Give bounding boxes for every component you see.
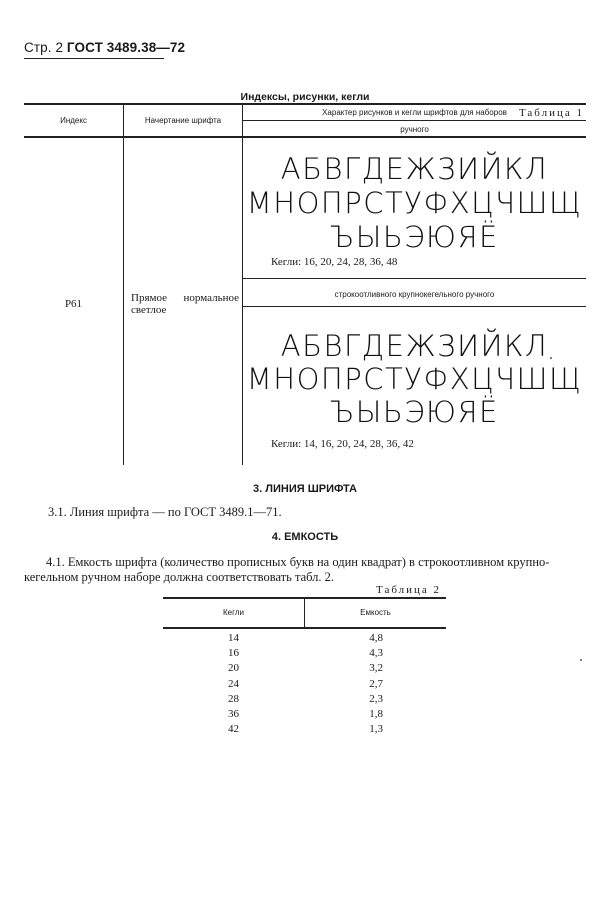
page-header	[24, 40, 185, 55]
section3-heading: 3. ЛИНИЯ ШРИФТА	[253, 483, 357, 495]
kegli-list-2: Кегли: 14, 16, 20, 24, 28, 36, 42	[271, 438, 414, 450]
table2-kegl-cell: 20	[228, 662, 239, 675]
table2-capacity-cell: 2,7	[369, 677, 383, 690]
specimen2-line3: ЪЫЬЭЮЯЁ	[330, 395, 499, 429]
table1-label: Таблица 1	[518, 107, 584, 119]
col-style-header: Начертание шрифта	[144, 116, 222, 125]
section4-text-line2: кегельном ручном наборе должна соответствовать табл. 2.	[24, 570, 335, 584]
table1-subtitle: Индексы, рисунки, кегли	[240, 91, 370, 103]
table2-capacity-cell: 3,2	[369, 662, 383, 675]
table2-kegl-cell: 42	[228, 723, 239, 736]
section3-text: 3.1. Линия шрифта — по ГОСТ 3489.1—71.	[48, 505, 282, 519]
specimen2-line1: АБВГДЕЖЗИЙКЛ	[280, 329, 549, 363]
table2-capacity-cell: 4,8	[369, 632, 383, 644]
speck-mark	[580, 659, 582, 661]
section4-heading: 4. ЕМКОСТЬ	[271, 531, 339, 543]
speck-mark	[550, 357, 552, 359]
table2-kegl-cell: 14	[228, 632, 239, 644]
table2-capacity-cell: 1,8	[369, 708, 383, 720]
specimen2-line2: МНОПРСТУФХЦЧШЩ	[246, 362, 583, 396]
table2-capacity-cell: 4,3	[369, 647, 383, 660]
specimen1-line2: МНОПРСТУФХЦЧШЩ	[246, 186, 583, 220]
table2-label: Таблица 2	[376, 584, 442, 596]
table2-col-kegli: Кегли	[223, 608, 244, 617]
header-rule	[24, 58, 164, 59]
specimen1-line3: ЪЫЬЭЮЯЁ	[330, 220, 499, 254]
section4-text-line1: 4.1. Емкость шрифта (количество прописных букв на один квадрат) в строкоотливном крупно-	[46, 555, 550, 569]
row-style: Прямое нормальное светлое	[131, 292, 239, 316]
sub-strip-header: строкоотливного крупнокегельного ручного	[334, 290, 495, 299]
kegli-list-1: Кегли: 16, 20, 24, 28, 36, 48	[271, 256, 398, 268]
table2-kegl-cell: 36	[228, 708, 239, 720]
table2-kegl-cell: 28	[228, 692, 239, 705]
table2-col-capacity: Емкость	[360, 608, 391, 617]
table2-capacity-cell: 2,3	[369, 692, 383, 705]
col-char-header: Характер рисунков и кегли шрифтов для наборов	[322, 108, 507, 117]
table2-kegl-cell: 16	[228, 647, 239, 660]
table2-capacity-cell: 1,3	[369, 723, 383, 736]
page-number: Стр. 2	[24, 40, 64, 55]
gost-number: ГОСТ 3489.38—72	[66, 40, 186, 55]
col-index-header: Индекс	[60, 116, 87, 125]
specimen1-line1: АБВГДЕЖЗИЙКЛ	[280, 152, 549, 186]
table2-kegl-cell: 24	[228, 677, 239, 690]
sub-manual-header: ручного	[400, 125, 429, 134]
row-index: Р61	[64, 298, 83, 310]
